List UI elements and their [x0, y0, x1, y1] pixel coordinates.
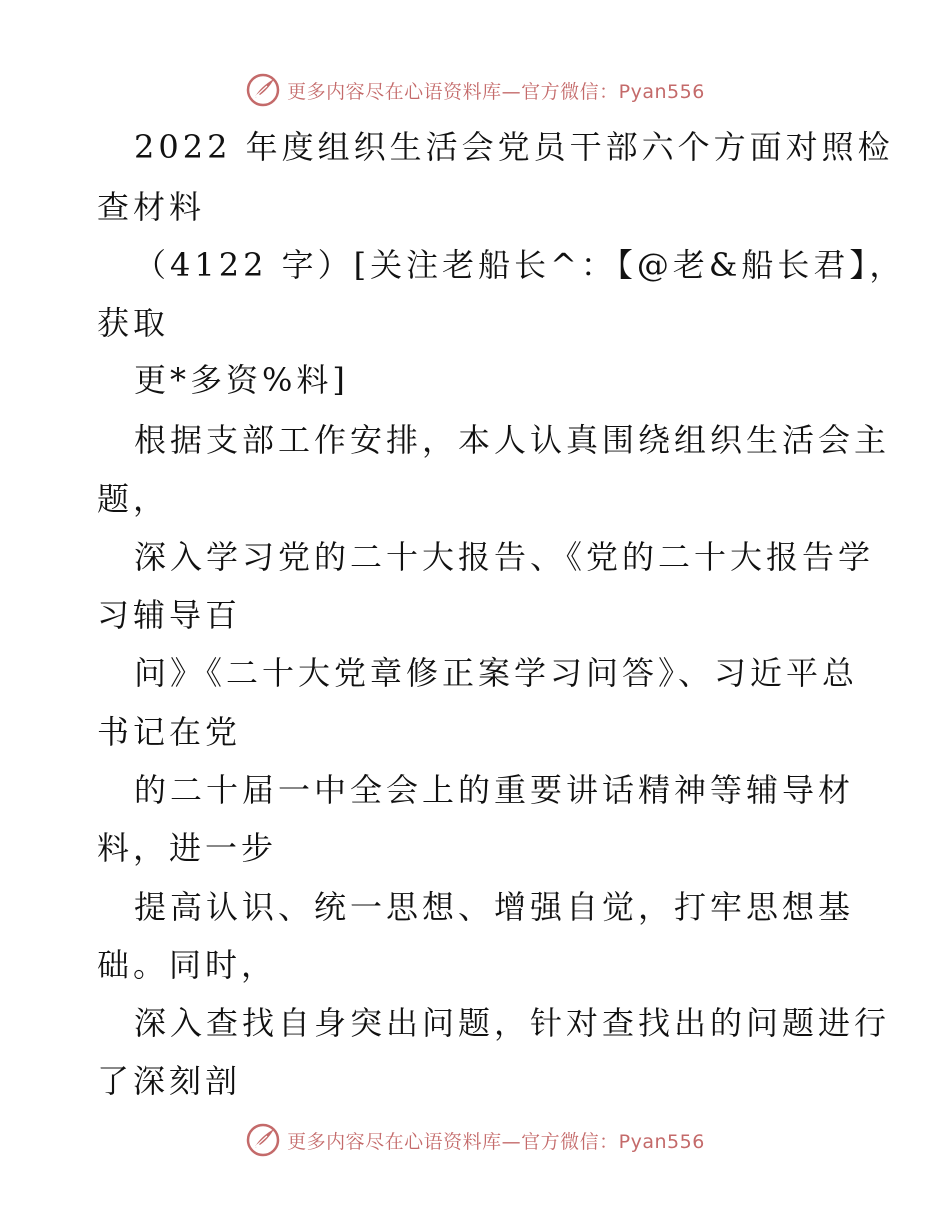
text-line: 更*多资%料]: [134, 361, 349, 399]
text-line: 深入查找自身突出问题，针对查找出的问题进行: [134, 1004, 891, 1042]
banner-text: 更多内容尽在心语资料库—官方微信：Pyan556: [287, 80, 705, 103]
text-line: 习辅导百: [97, 596, 242, 634]
feather-pen-seal-icon: [245, 1122, 281, 1158]
text-line: （4122 字）[关注老船长^：【@老&船长君】，: [134, 246, 906, 284]
text-line: 的二十届一中全会上的重要讲话精神等辅导材: [134, 771, 855, 809]
text-line: 料，进一步: [97, 829, 278, 867]
text-line: 深入学习党的二十大报告、《党的二十大报告学: [134, 538, 875, 576]
text-line: 2022 年度组织生活会党员干部六个方面对照检: [134, 128, 894, 166]
text-line: 了深刻剖: [97, 1062, 242, 1100]
text-line: 提高认识、统一思想、增强自觉，打牢思想基: [134, 888, 855, 926]
text-line: 问》《二十大党章修正案学习问答》、习近平总: [134, 654, 859, 692]
text-line: 根据支部工作安排，本人认真围绕组织生活会主: [134, 421, 891, 459]
banner-text: 更多内容尽在心语资料库—官方微信：Pyan556: [287, 1130, 705, 1153]
text-line: 获取: [97, 304, 170, 342]
text-line: 查材料: [97, 188, 206, 226]
text-line: 础。同时，: [97, 946, 278, 984]
footer-watermark-banner: [0, 1118, 950, 1162]
text-line: 书记在党: [97, 713, 242, 751]
text-line: 题，: [97, 480, 170, 518]
